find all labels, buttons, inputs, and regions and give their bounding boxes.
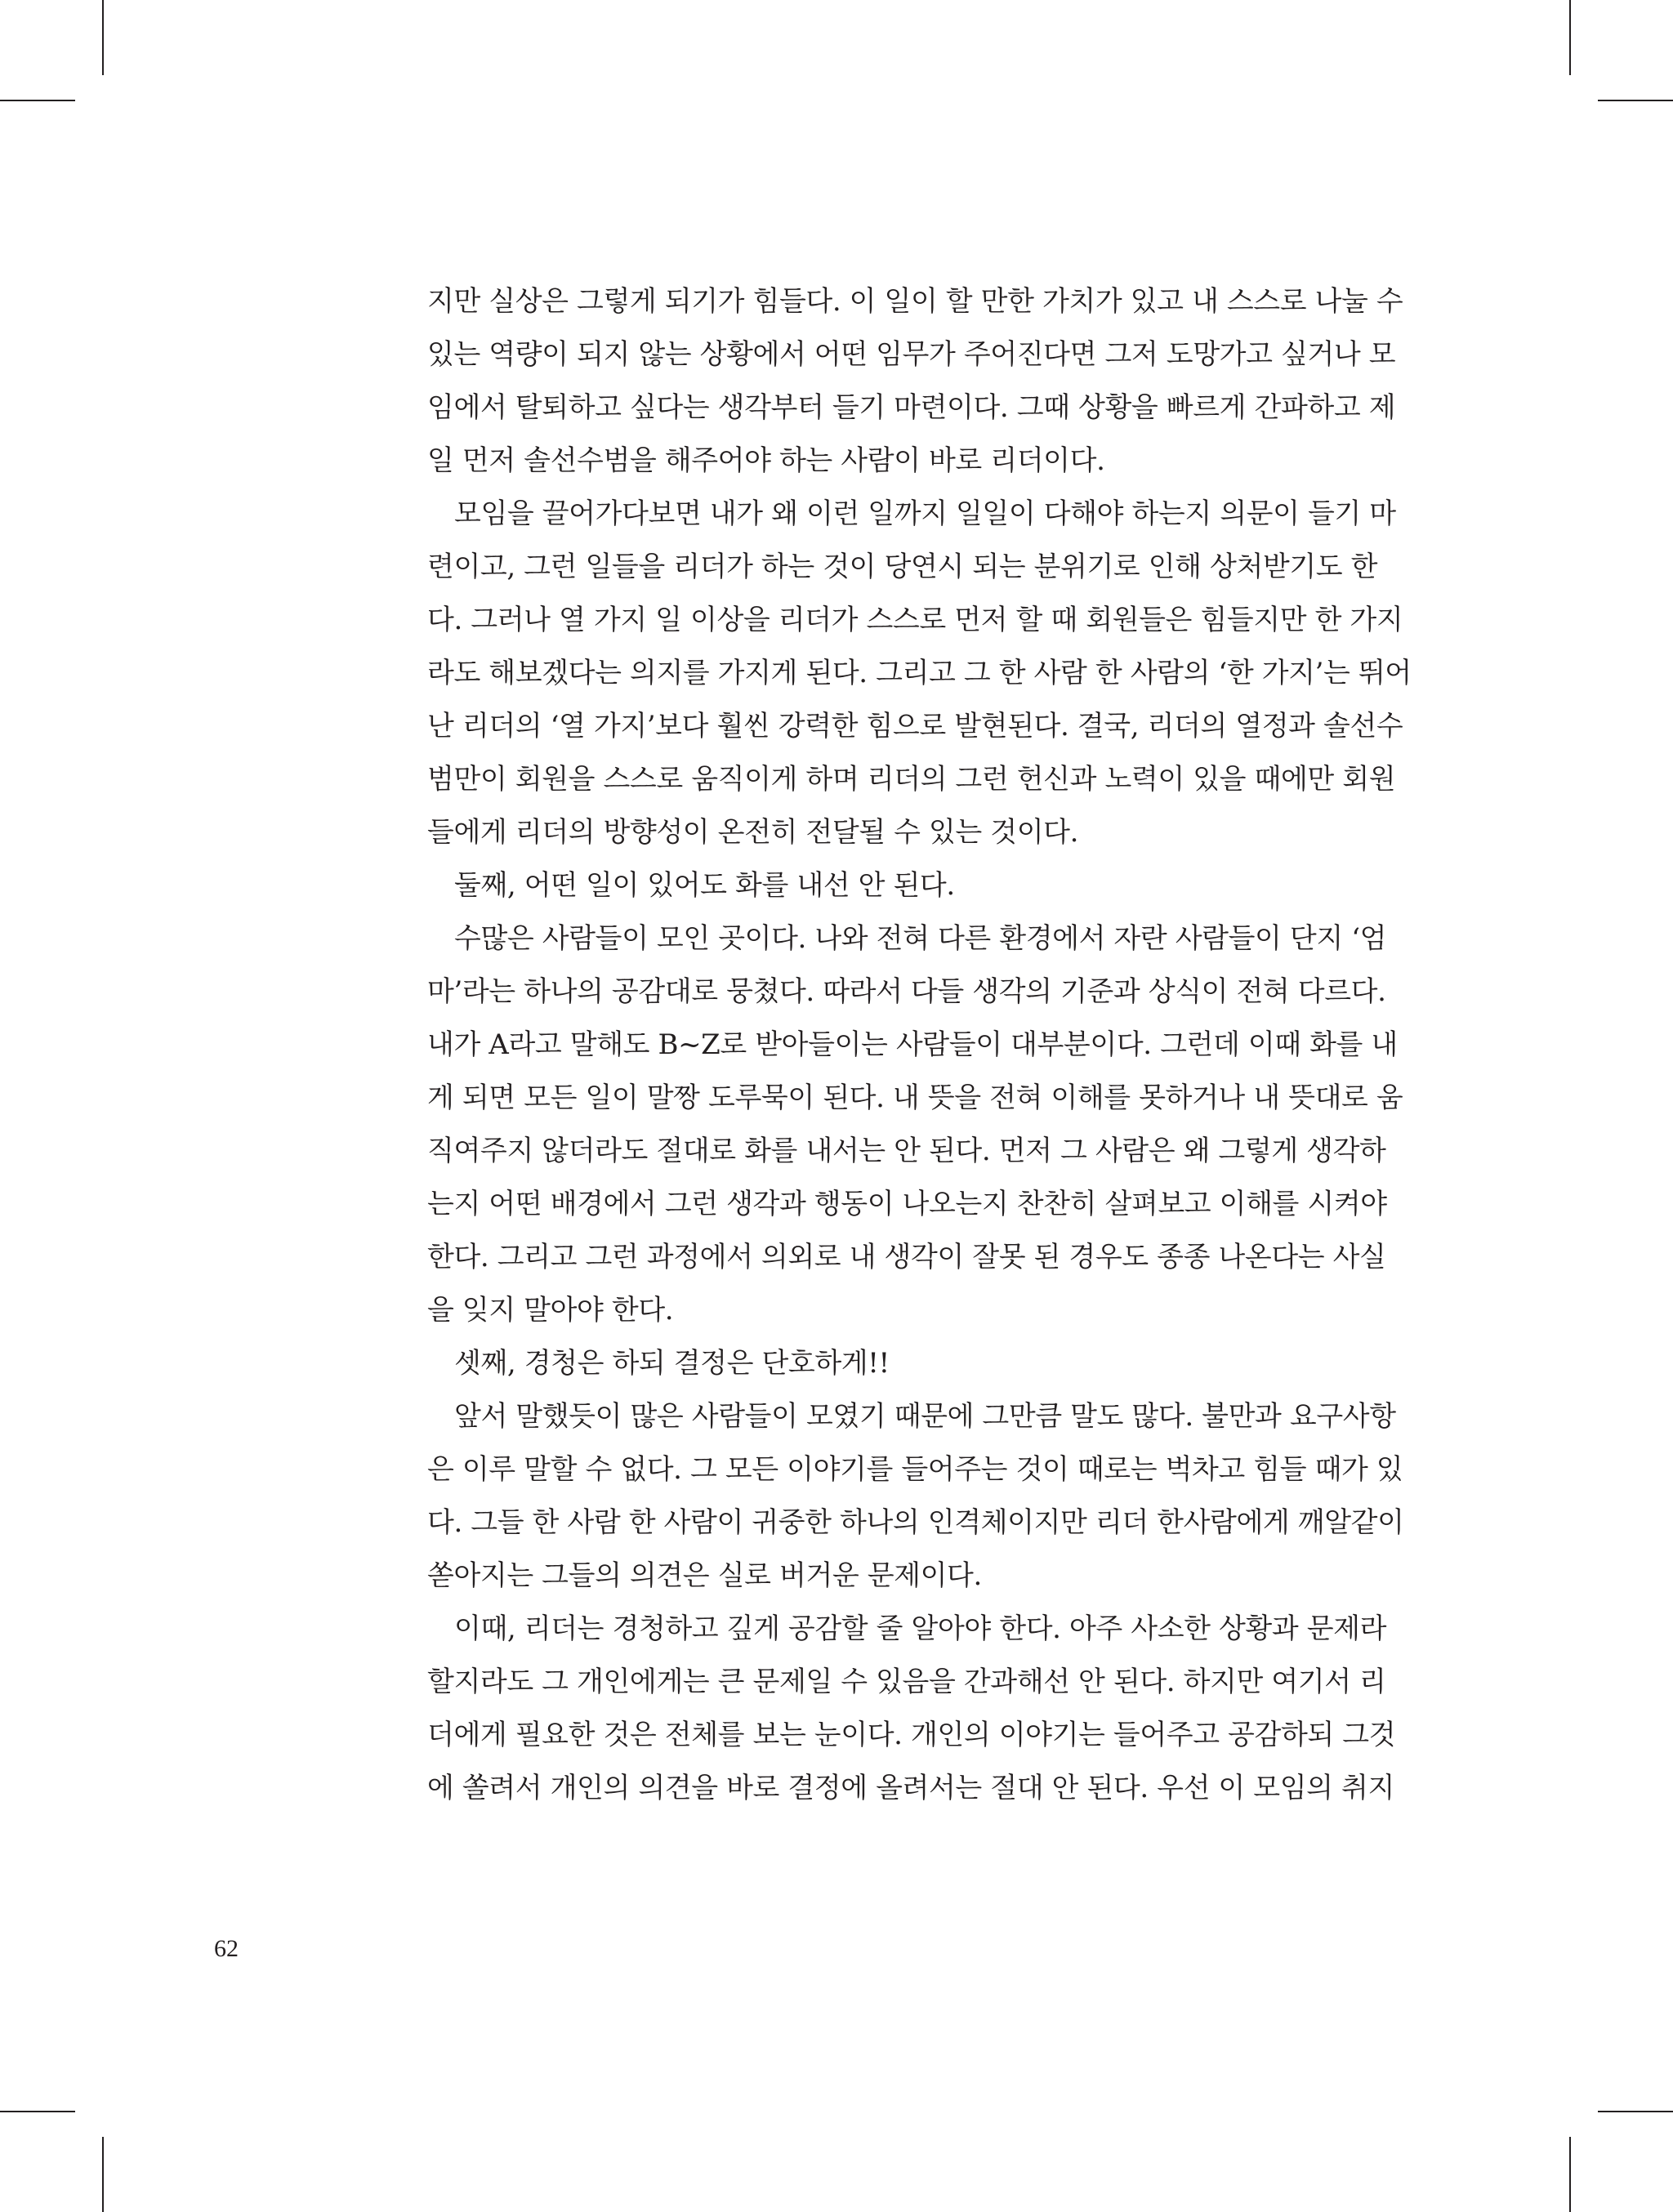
text-line: 게 되면 모든 일이 말짱 도루묵이 된다. 내 뜻을 전혀 이해를 못하거나 내 뜻대로 움: [427, 1081, 1403, 1114]
text-line: 한다. 그리고 그런 과정에서 의외로 내 생각이 잘못 된 경우도 종종 나온다는 사실: [427, 1241, 1386, 1273]
text-line: 내가 A라고 말해도 B~Z로 받아들이는 사람들이 대부분이다. 그런데 이때 화를 내: [427, 1028, 1398, 1061]
text-line: 을 잊지 말아야 한다.: [427, 1294, 674, 1327]
section-heading: 둘째, 어떤 일이 있어도 화를 내선 안 된다.: [454, 869, 955, 902]
crop-mark-top-right-horizontal: [1598, 100, 1673, 101]
text-line: 마’라는 하나의 공감대로 뭉쳤다. 따라서 다들 생각의 기준과 상식이 전혀 다르다.: [427, 975, 1386, 1008]
text-line: 난 리더의 ‘열 가지’보다 훨씬 강력한 힘으로 발현된다. 결국, 리더의 열정과 솔선수: [427, 710, 1403, 743]
crop-mark-top-left-vertical: [102, 0, 104, 75]
text-line: 에 쏠려서 개인의 의견을 바로 결정에 올려서는 절대 안 된다. 우선 이 모임의 취지: [427, 1772, 1394, 1804]
text-line: 일 먼저 솔선수범을 해주어야 하는 사람이 바로 리더이다.: [427, 444, 1105, 477]
crop-mark-bottom-left-horizontal: [0, 2111, 75, 2112]
text-line: 련이고, 그런 일들을 리더가 하는 것이 당연시 되는 분위기로 인해 상처받기도 한: [427, 551, 1378, 583]
body-text: [427, 275, 1412, 1815]
text-line: 는지 어떤 배경에서 그런 생각과 행동이 나오는지 찬찬히 살펴보고 이해를 시켜야: [427, 1188, 1387, 1220]
text-line: 다. 그러나 열 가지 일 이상을 리더가 스스로 먼저 할 때 회원들은 힘들지만 한 가지: [427, 604, 1403, 636]
text-line: 모임을 끌어가다보면 내가 왜 이런 일까지 일일이 다해야 하는지 의문이 들기 마: [454, 497, 1396, 530]
crop-mark-bottom-right-horizontal: [1598, 2111, 1673, 2112]
text-line: 쏟아지는 그들의 의견은 실로 버거운 문제이다.: [427, 1559, 982, 1592]
crop-mark-top-right-vertical: [1569, 0, 1571, 75]
text-line: 은 이루 말할 수 없다. 그 모든 이야기를 들어주는 것이 때로는 벅차고 힘들 때가 있: [427, 1453, 1403, 1486]
text-line: 더에게 필요한 것은 전체를 보는 눈이다. 개인의 이야기는 들어주고 공감하되 그것: [427, 1719, 1396, 1751]
crop-mark-bottom-left-vertical: [102, 2137, 104, 2212]
text-line: 할지라도 그 개인에게는 큰 문제일 수 있음을 간과해선 안 된다. 하지만 여기서 리: [427, 1666, 1386, 1698]
text-line: 범만이 회원을 스스로 움직이게 하며 리더의 그런 헌신과 노력이 있을 때에만 회원: [427, 763, 1396, 796]
text-line: 직여주지 않더라도 절대로 화를 내서는 안 된다. 먼저 그 사람은 왜 그렇게 생각하: [427, 1135, 1386, 1167]
text-line: 수많은 사람들이 모인 곳이다. 나와 전혀 다른 환경에서 자란 사람들이 단지 ‘엄: [454, 922, 1387, 955]
text-line: 이때, 리더는 경청하고 깊게 공감할 줄 알아야 한다. 아주 사소한 상황과 문제라: [454, 1612, 1387, 1645]
text-line: 임에서 탈퇴하고 싶다는 생각부터 들기 마련이다. 그때 상황을 빠르게 간파하고 제: [427, 391, 1396, 424]
text-line: 지만 실상은 그렇게 되기가 힘들다. 이 일이 할 만한 가치가 있고 내 스스로 나눌 수: [427, 285, 1403, 318]
text-line: 앞서 말했듯이 많은 사람들이 모였기 때문에 그만큼 말도 많다. 불만과 요구사항: [454, 1400, 1396, 1433]
crop-mark-bottom-right-vertical: [1569, 2137, 1571, 2212]
text-line: 다. 그들 한 사람 한 사람이 귀중한 하나의 인격체이지만 리더 한사람에게 깨알같이: [427, 1506, 1404, 1539]
text-line: 들에게 리더의 방향성이 온전히 전달될 수 있는 것이다.: [427, 816, 1079, 849]
section-heading: 셋째, 경청은 하되 결정은 단호하게!!: [454, 1347, 890, 1380]
text-line: 라도 해보겠다는 의지를 가지게 된다. 그리고 그 한 사람 한 사람의 ‘한 가지’는 뛰어: [427, 657, 1412, 689]
crop-mark-top-left-horizontal: [0, 100, 75, 101]
page-number: 62: [214, 1935, 239, 1962]
text-line: 있는 역량이 되지 않는 상황에서 어떤 임무가 주어진다면 그저 도망가고 싶거나 모: [427, 338, 1396, 371]
